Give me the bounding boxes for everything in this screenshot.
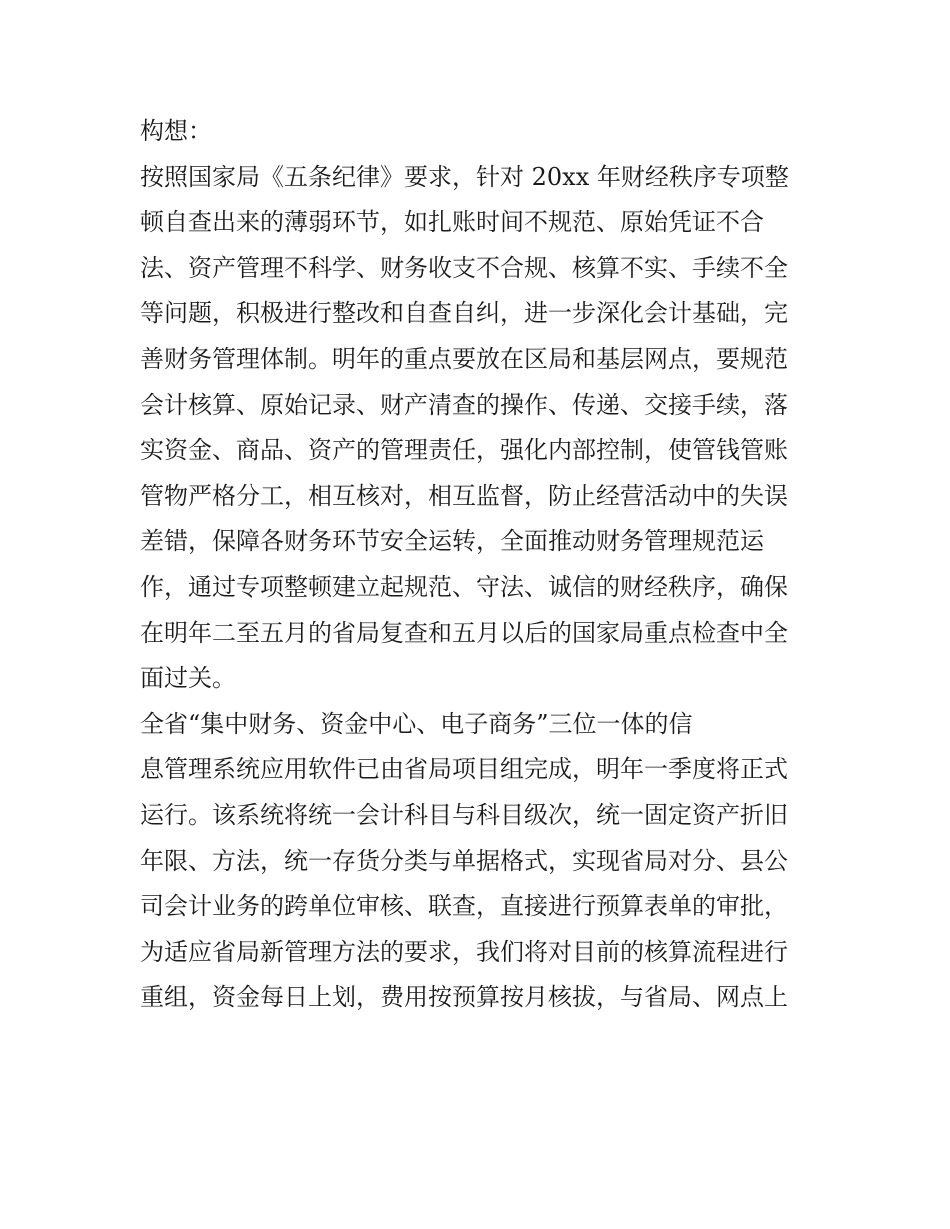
paragraph-line: 法、资产管理不科学、财务收支不合规、核算不实、手续不全 (140, 253, 788, 282)
paragraph-line: 为适应省局新管理方法的要求，我们将对目前的核算流程进行 (140, 937, 788, 966)
paragraph-line: 息管理系统应用软件已由省局项目组完成，明年一季度将正式 (140, 755, 788, 784)
paragraph-line: 等问题，积极进行整改和自查自纠，进一步深化会计基础，完 (140, 299, 788, 328)
paragraph-line: 司会计业务的跨单位审核、联查，直接进行预算表单的审批， (140, 892, 788, 921)
paragraph-line: 善财务管理体制。明年的重点要放在区局和基层网点，要规范 (140, 344, 788, 373)
paragraph-line: 在明年二至五月的省局复查和五月以后的国家局重点检查中全 (140, 618, 788, 647)
document-body (140, 109, 820, 1021)
paragraph-line: 作，通过专项整顿建立起规范、守法、诚信的财经秩序，确保 (140, 572, 788, 601)
paragraph-line: 会计核算、原始记录、财产清查的操作、传递、交接手续，落 (140, 390, 788, 419)
paragraph-line: 按照国家局《五条纪律》要求，针对 20xx 年财经秩序专项整 (140, 162, 789, 191)
paragraph-line: 全省“集中财务、资金中心、电子商务”三位一体的信 (140, 709, 693, 738)
document-heading: 构想： (140, 117, 212, 145)
paragraph-line: 顿自查出来的薄弱环节，如扎账时间不规范、原始凭证不合 (140, 208, 764, 237)
paragraph-line: 管物严格分工，相互核对，相互监督，防止经营活动中的失误 (140, 481, 788, 510)
paragraph-line: 差错，保障各财务环节安全运转，全面推动财务管理规范运 (140, 527, 764, 556)
paragraph-line: 实资金、商品、资产的管理责任，强化内部控制，使管钱管账 (140, 436, 788, 465)
paragraph-line: 面过关。 (140, 664, 236, 693)
paragraph-line: 年限、方法，统一存货分类与单据格式，实现省局对分、县公 (140, 846, 788, 875)
paragraph-line: 运行。该系统将统一会计科目与科目级次，统一固定资产折旧 (140, 800, 788, 829)
paragraph-line: 重组，资金每日上划，费用按预算按月核拔，与省局、网点上 (140, 983, 788, 1012)
